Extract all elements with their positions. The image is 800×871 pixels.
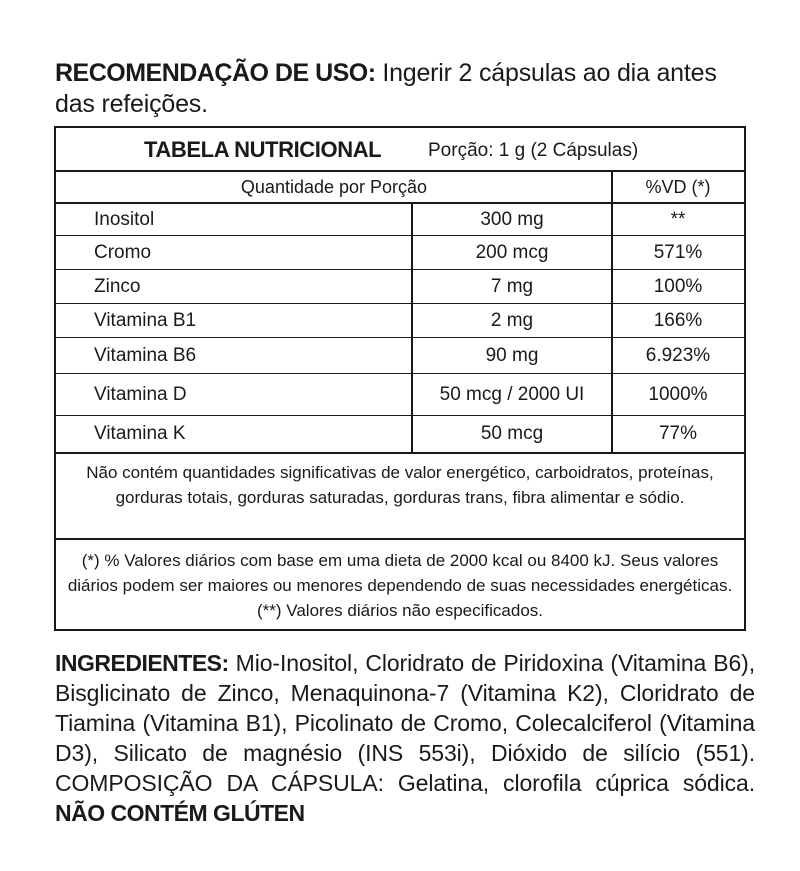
ingredients-text: Mio-Inositol, Cloridrato de Piridoxina (Vitamina B6), Bisglicinato de Zinco, Menaquinona-7 (Vitamina K2), Cloridrato de Tiamina (Vitamina B1), Picolinato de Cromo, Colecalciferol (Vitamina D3), Silicato de magnésio (INS 553i), Dióxido de silício (551). COMPOSIÇÃO DA CÁPSULA: Gelatina, clorofila cúprica sódica. xyxy=(55,650,755,796)
nutrient-vd: 571% xyxy=(653,241,703,263)
gluten-warning: NÃO CONTÉM GLÚTEN xyxy=(55,800,305,826)
portion-size: Porção: 1 g (2 Cápsulas) xyxy=(428,140,639,161)
nutrient-name: Cromo xyxy=(94,241,152,263)
nutrient-amount: 300 mg xyxy=(480,208,544,230)
table-row xyxy=(56,236,744,270)
table-title: TABELA NUTRICIONAL xyxy=(144,137,382,162)
table-row xyxy=(56,338,744,374)
nutrient-vd: 77% xyxy=(658,423,698,444)
nutrient-amount: 90 mg xyxy=(485,344,539,366)
ingredients-section xyxy=(55,648,755,828)
ingredients-label: INGREDIENTES: xyxy=(55,650,229,676)
nutrient-vd: 166% xyxy=(653,309,703,331)
table-header xyxy=(56,128,744,172)
daily-values-note: (*) % Valores diários com base em uma dieta de 2000 kcal ou 8400 kJ. Seus valores diários podem ser maiores ou menores dependendo de suas necessidades energéticas. (**) Valores diários não especificados. xyxy=(67,551,733,620)
usage-text: Ingerir 2 cápsulas ao dia antes das refeições. xyxy=(55,59,717,118)
nutrient-name: Vitamina K xyxy=(94,423,186,444)
nutrient-vd: 100% xyxy=(653,275,703,297)
nutrient-name: Vitamina D xyxy=(94,383,187,405)
usage-recommendation xyxy=(55,58,755,120)
table-row xyxy=(56,374,744,416)
nutrient-amount: 7 mg xyxy=(490,275,534,297)
vd-column-header: %VD (*) xyxy=(645,177,711,197)
nutrient-name: Vitamina B1 xyxy=(94,309,197,331)
table-row xyxy=(56,270,744,304)
nutrients-note: Não contém quantidades significativas de valor energético, carboidratos, proteínas, gorduras totais, gorduras saturadas, gorduras trans, fibra alimentar e sódio. xyxy=(56,454,744,540)
nutrient-name: Zinco xyxy=(94,275,141,297)
table-row xyxy=(56,204,744,236)
table-row xyxy=(56,416,744,454)
nutrient-amount: 2 mg xyxy=(490,309,534,331)
nutrient-amount: 200 mcg xyxy=(475,241,549,263)
nutrient-amount: 50 mcg / 2000 UI xyxy=(439,383,585,405)
nutrient-name: Vitamina B6 xyxy=(94,344,197,366)
quantity-column-header: Quantidade por Porção xyxy=(240,177,428,197)
table-row xyxy=(56,304,744,338)
nutrient-amount: 50 mcg xyxy=(480,423,544,444)
nutrition-table xyxy=(54,126,746,631)
nutrient-vd: 6.923% xyxy=(645,344,711,366)
nutrient-name: Inositol xyxy=(94,208,155,230)
nutrient-vd: ** xyxy=(670,208,686,230)
column-header xyxy=(56,172,744,204)
usage-label: RECOMENDAÇÃO DE USO: xyxy=(55,59,376,87)
nutrient-vd: 1000% xyxy=(648,383,708,405)
